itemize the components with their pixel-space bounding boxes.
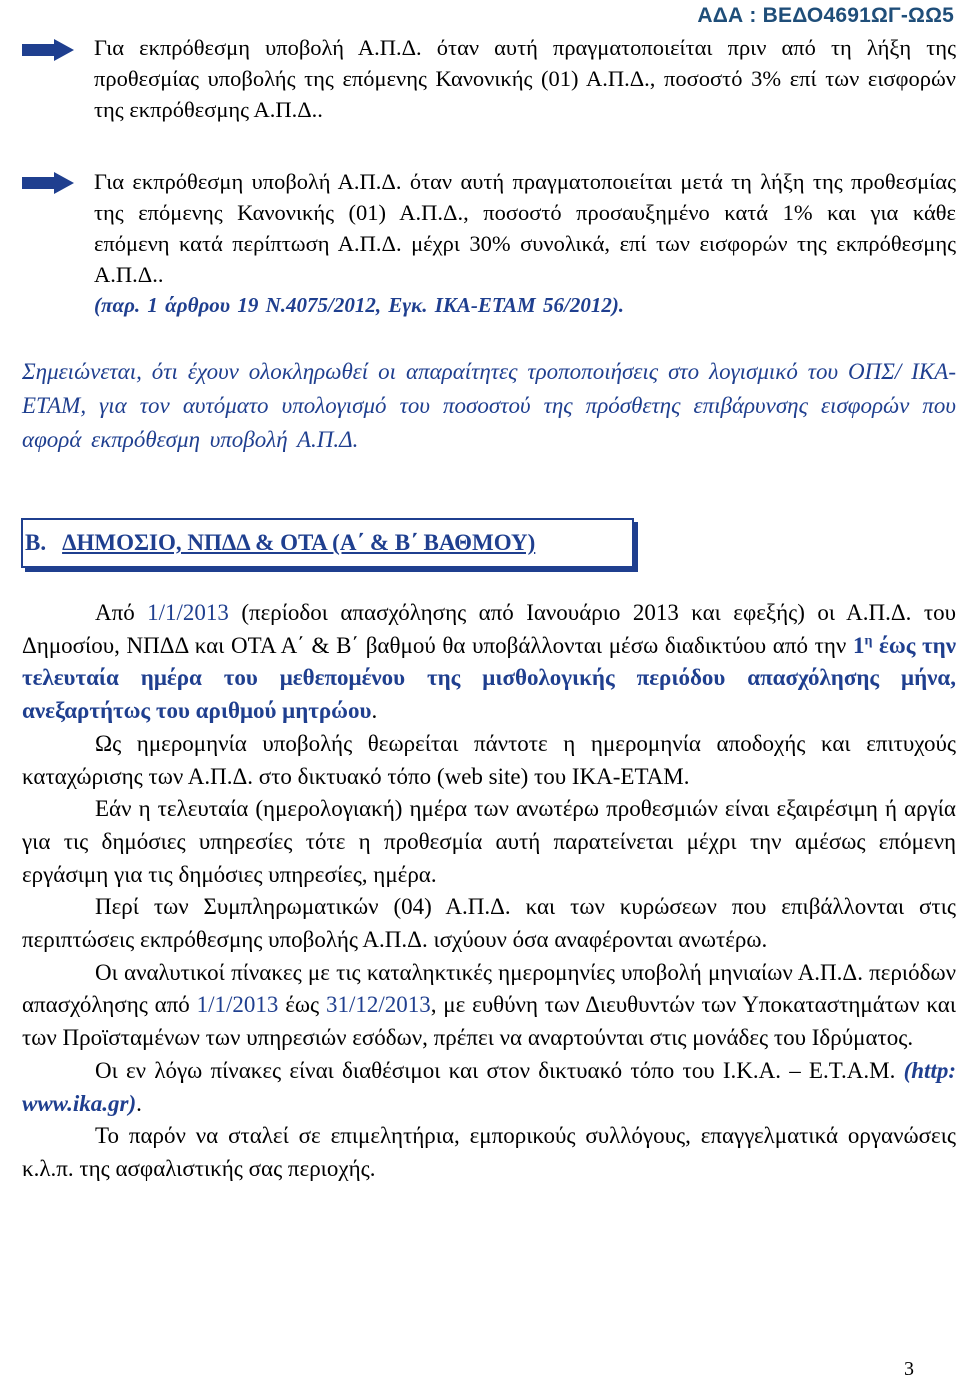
deadline-text: έως την τελευταία ημέρα του μεθεπομένου της μισθολογικής περιόδου απασχόλησης μήνα, ανεξαρτήτως του αριθμού μητρώου [22, 632, 956, 724]
section-heading [21, 518, 634, 568]
paragraph: Το παρόν να σταλεί σε επιμελητήρια, εμπορικούς συλλόγους, επαγγελματικά οργανώσεις κ.λ.π. της ασφαλιστικής σας περιοχής. [22, 1123, 956, 1181]
paragraph [22, 1055, 956, 1120]
bullet-text: Για εκπρόθεσμη υποβολή Α.Π.Δ. όταν αυτή πραγματοποιείται πριν από τη λήξη της προθεσμίας υποβολής της επόμενης Κανονικής (01) Α.Π.Δ., ποσοστό 3% επί των εισφορών της εκπρόθεσμης Α.Π.Δ.. [94, 35, 956, 122]
date: 1/1/2013 [147, 600, 229, 625]
text-run: . [371, 698, 378, 724]
right-arrow-icon [22, 39, 74, 61]
date: 1/1/2013 [196, 992, 279, 1018]
legal-reference: (παρ. 1 άρθρου 19 Ν.4075/2012, Εγκ. ΙΚΑ-ΕΤΑΜ 56/2012). [94, 293, 625, 317]
bullet-text [94, 166, 956, 321]
paragraph [22, 957, 956, 1055]
deadline-day: $1^\eta$ [852, 632, 873, 658]
text-run: (περίοδοι απασχόλησης από Ιανουάριο 2013 και εφεξής) οι Α.Π.Δ. του Δημοσίου, ΝΠΔΔ και ΟΤΑ Α΄ & Β΄ βαθμού θα υποβάλλονται μέσω διαδικτύου από την [22, 600, 956, 658]
paragraph: Εάν η τελευταία (ημερολογιακή) ημέρα των ανωτέρω προθεσμιών είναι εξαιρέσιμη ή αργία για τις δημόσιες υπηρεσίες τότε η προθεσμία αυτή παρατείνεται μέχρι την αμέσως επόμενη εργάσιμη για τις δημόσιες υπηρεσίες, ημέρα. [22, 796, 956, 887]
right-arrow-icon [22, 172, 74, 194]
ada-code: ΑΔΑ : ΒΕΔΟ4691ΩΓ-ΩΩ5 [697, 4, 954, 27]
section-letter: Β. [25, 530, 47, 555]
section-title: ΔΗΜΟΣΙΟ, ΝΠΔΔ & ΟΤΑ (Α΄ & Β΄ ΒΑΘΜΟΥ) [62, 530, 536, 555]
paragraph: Περί των Συμπληρωματικών (04) Α.Π.Δ. και των κυρώσεων που επιβάλλονται στις περιπτώσεις εκπρόθεσμης υποβολής Α.Π.Δ. ισχύουν όσα αναφέρονται ανωτέρω. [22, 894, 956, 953]
text-run: . [136, 1090, 142, 1116]
bullet-item [22, 32, 956, 125]
page-number: 3 [904, 1358, 914, 1380]
bullet-body: Για εκπρόθεσμη υποβολή Α.Π.Δ. όταν αυτή πραγματοποιείται μετά τη λήξη της προθεσμίας της επόμενης Κανονικής (01) Α.Π.Δ., ποσοστό προσαυξημένο κατά 1% και για κάθε επόμενη κατά περίπτωση Α.Π.Δ. μέχρι 30% συνολικά, επί των εισφορών της εκπρόθεσμης Α.Π.Δ.. [94, 169, 956, 287]
text-run: Από [95, 600, 148, 625]
paragraph: Ως ημερομηνία υποβολής θεωρείται πάντοτε η ημερομηνία αποδοχής και επιτυχούς καταχώρισης των Α.Π.Δ. στο δικτυακό τόπο (web site) του ΙΚΑ-ΕΤΑΜ. [22, 730, 956, 789]
date: 31/12/2013 [325, 992, 431, 1018]
text-run: , με ευθύνη των Διευθυντών των Υποκαταστημάτων και των Προϊσταμένων των υπηρεσιών εσόδων, πρέπει να αναρτούνται στις μονάδες του Ιδρύματος. [22, 992, 957, 1051]
text-run: έως [278, 992, 326, 1018]
text-run: Οι εν λόγω πίνακες είναι διαθέσιμοι και στον δικτυακό τόπο του Ι.Κ.Α. – Ε.Τ.Α.Μ. [95, 1057, 904, 1083]
software-note: Σημειώνεται, ότι έχουν ολοκληρωθεί οι απαραίτητες τροποποιήσεις στο λογισμικό του ΟΠΣ/ ΙΚΑ-ΕΤΑΜ, για τον αυτόματο υπολογισμό του ποσοστού της πρόσθετης επιβάρυνσης εισφορών που αφορά εκπρόθεσμη υποβολή Α.Π.Δ. [22, 359, 956, 452]
text-run: Οι αναλυτικοί πίνακες με τις καταληκτικές ημερομηνίες υποβολή μηνιαίων Α.Π.Δ. περιόδων απασχόλησης από [22, 959, 956, 1018]
bullet-item [22, 166, 956, 321]
website-link[interactable]: (http: www.ika.gr) [22, 1057, 956, 1116]
document-body [22, 597, 956, 1186]
paragraph [22, 597, 956, 728]
